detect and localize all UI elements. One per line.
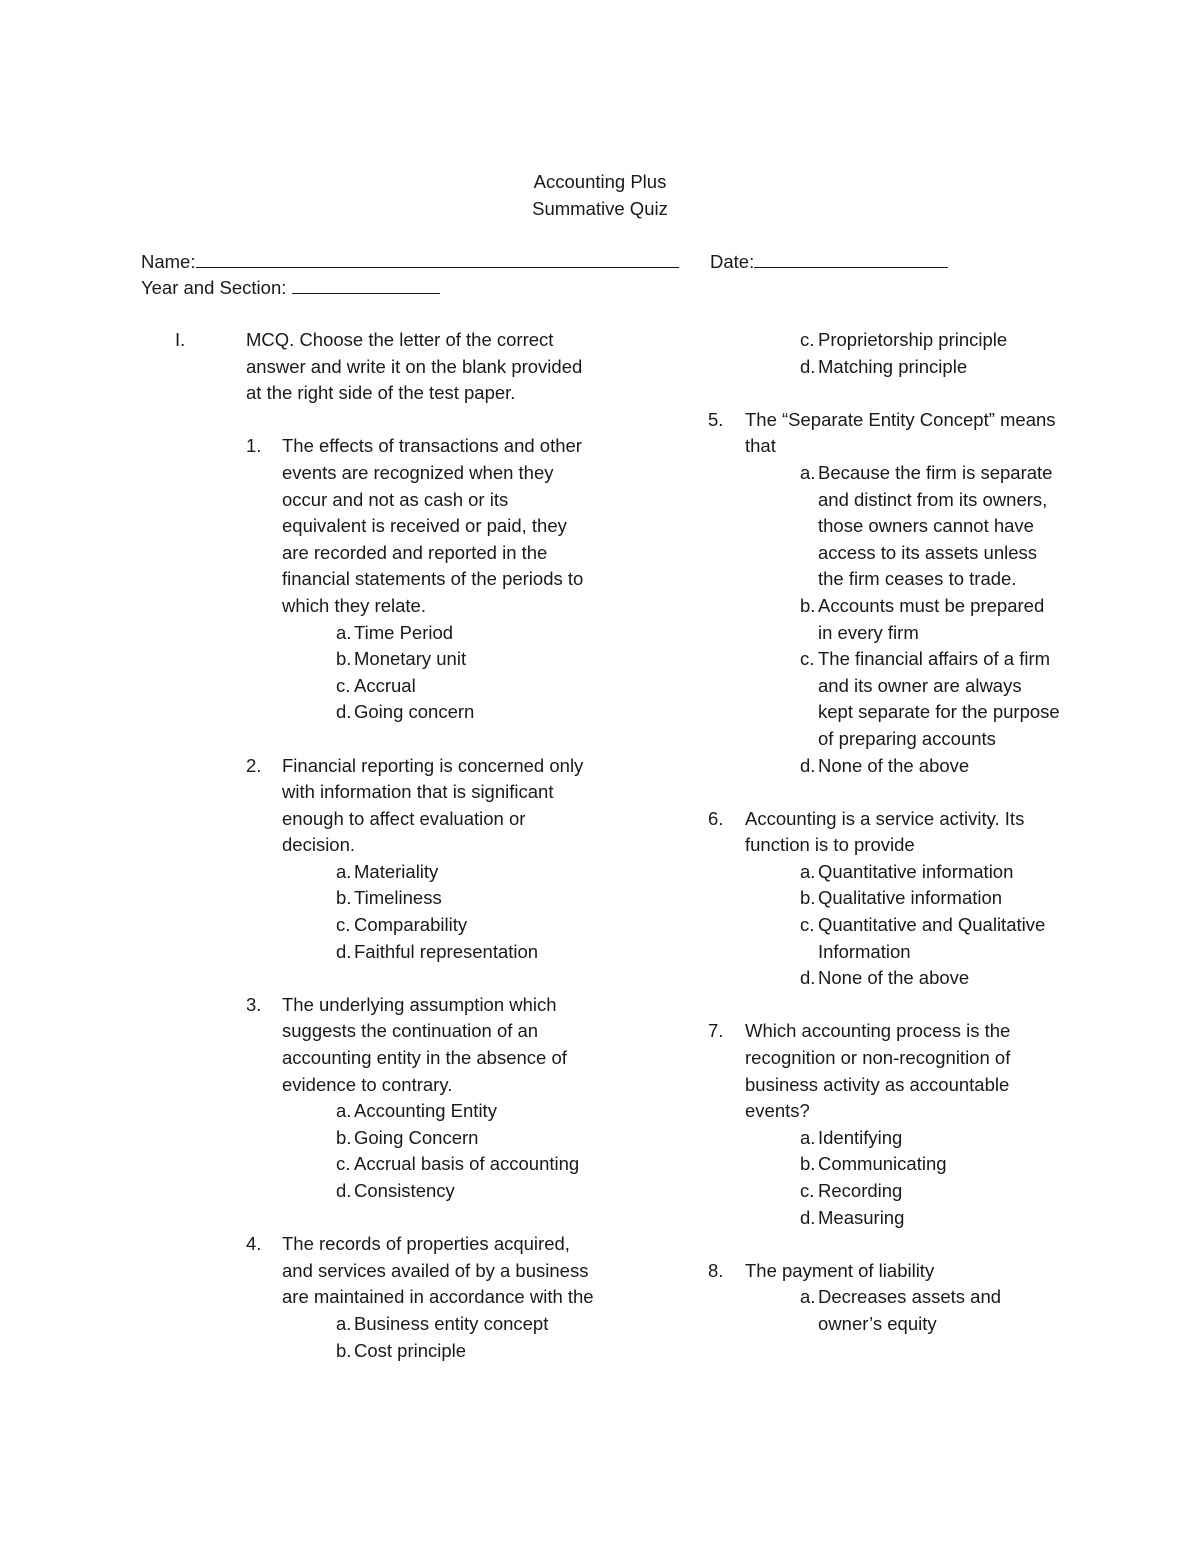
date-label: Date: bbox=[710, 251, 755, 272]
section-header bbox=[141, 327, 611, 407]
option-text: Proprietorship principle bbox=[818, 329, 1008, 350]
question-8 bbox=[700, 1258, 1080, 1338]
option-letter: d. bbox=[800, 967, 816, 989]
option-c bbox=[336, 673, 611, 700]
option-text: Time Period bbox=[354, 621, 454, 643]
option-text: Going concern bbox=[354, 701, 475, 723]
date-blank[interactable] bbox=[754, 249, 948, 268]
option-letter: b. bbox=[800, 1153, 816, 1175]
year-section-field[interactable] bbox=[141, 275, 440, 302]
option-c bbox=[800, 646, 1060, 752]
option-letter: d. bbox=[336, 701, 352, 723]
option-d bbox=[800, 753, 1060, 780]
document-title: Accounting Plus bbox=[533, 171, 667, 192]
option-text: Identifying bbox=[818, 1126, 903, 1148]
option-list bbox=[246, 1311, 611, 1364]
option-letter: b. bbox=[336, 887, 352, 909]
option-text: Timeliness bbox=[354, 887, 442, 909]
option-letter: a. bbox=[800, 1286, 816, 1308]
option-text: Cost principle bbox=[354, 1339, 467, 1361]
option-b bbox=[800, 593, 1060, 646]
option-letter: b. bbox=[336, 648, 352, 670]
question-3 bbox=[246, 992, 611, 1205]
option-letter: d. bbox=[336, 940, 352, 962]
option-letter: c. bbox=[800, 914, 815, 936]
option-text: Accounting Entity bbox=[354, 1100, 497, 1122]
option-list bbox=[246, 859, 611, 965]
option-letter: d. bbox=[336, 1180, 352, 1201]
title-block bbox=[0, 169, 1200, 222]
option-list bbox=[700, 859, 1080, 992]
option-d bbox=[336, 1178, 611, 1205]
option-text: Monetary unit bbox=[354, 648, 467, 670]
option-c bbox=[800, 1178, 1060, 1205]
question-stem: The “Separate Entity Concept” means that bbox=[745, 408, 1056, 457]
option-letter: b. bbox=[800, 887, 816, 909]
option-b bbox=[336, 1125, 611, 1152]
option-text: Consistency bbox=[354, 1180, 455, 1201]
option-d bbox=[336, 939, 611, 966]
question-number: 8. bbox=[708, 1259, 724, 1281]
option-text: The financial affairs of a firm and its owner are always kept separate for the purpose of preparing accounts bbox=[818, 648, 1060, 749]
option-letter: a. bbox=[336, 1312, 352, 1334]
option-list bbox=[700, 460, 1080, 779]
option-a bbox=[800, 859, 1060, 886]
option-text: Accrual bbox=[354, 674, 416, 696]
option-letter: c. bbox=[800, 648, 815, 670]
option-letter: c. bbox=[800, 329, 815, 350]
option-letter: a. bbox=[800, 461, 816, 483]
year-section-blank[interactable] bbox=[292, 275, 440, 294]
option-text: None of the above bbox=[818, 754, 970, 776]
option-a bbox=[800, 460, 1060, 593]
option-text: Accrual basis of accounting bbox=[354, 1153, 580, 1175]
option-text: Materiality bbox=[354, 860, 439, 882]
option-list bbox=[246, 620, 611, 726]
section-numeral: I. bbox=[175, 329, 186, 350]
question-number: 4. bbox=[246, 1233, 262, 1255]
option-letter: c. bbox=[800, 1180, 815, 1201]
option-d bbox=[800, 354, 1060, 381]
option-d bbox=[800, 965, 1060, 992]
question-stem: The records of properties acquired, and services availed of by a business are maintained in accordance with the bbox=[282, 1233, 594, 1308]
right-column bbox=[700, 327, 1080, 1338]
option-c bbox=[336, 1151, 611, 1178]
section-instructions: MCQ. Choose the letter of the correct answer and write it on the blank provided at the right side of the test paper. bbox=[246, 329, 583, 404]
option-d bbox=[336, 699, 611, 726]
option-list-continued bbox=[700, 327, 1080, 380]
option-list bbox=[246, 1098, 611, 1204]
option-letter: a. bbox=[800, 860, 816, 882]
option-letter: b. bbox=[336, 1126, 352, 1148]
date-field[interactable] bbox=[710, 249, 948, 276]
option-b bbox=[336, 885, 611, 912]
question-stem: The effects of transactions and other events are recognized when they occur and not as cash or its equivalent is received or paid, they are recorded and reported in the financial statements of the periods to which they relate. bbox=[282, 435, 584, 616]
option-letter: a. bbox=[336, 1100, 352, 1122]
option-a bbox=[336, 1098, 611, 1125]
question-number: 5. bbox=[708, 408, 724, 430]
question-number: 1. bbox=[246, 435, 262, 457]
option-a bbox=[336, 620, 611, 647]
option-text: Accounts must be prepared in every firm bbox=[818, 594, 1045, 643]
option-text: Communicating bbox=[818, 1153, 947, 1175]
option-b bbox=[800, 885, 1060, 912]
option-text: None of the above bbox=[818, 967, 970, 989]
option-letter: b. bbox=[336, 1339, 352, 1361]
option-c bbox=[336, 912, 611, 939]
option-letter: c. bbox=[336, 1153, 351, 1175]
question-number: 3. bbox=[246, 993, 262, 1015]
option-text: Going Concern bbox=[354, 1126, 479, 1148]
option-a bbox=[336, 859, 611, 886]
option-letter: c. bbox=[336, 674, 351, 696]
option-text: Decreases assets and owner’s equity bbox=[818, 1286, 1002, 1334]
question-stem: The payment of liability bbox=[745, 1259, 935, 1281]
option-text: Business entity concept bbox=[354, 1312, 549, 1334]
option-a bbox=[800, 1284, 1060, 1337]
option-letter: b. bbox=[800, 594, 816, 616]
year-section-label: Year and Section: bbox=[141, 277, 287, 298]
option-c bbox=[800, 327, 1060, 354]
option-a bbox=[336, 1311, 611, 1338]
option-text: Measuring bbox=[818, 1206, 905, 1228]
question-stem: Financial reporting is concerned only with information that is significant enough to affect evaluation or decision. bbox=[282, 754, 584, 856]
name-field[interactable] bbox=[141, 249, 679, 276]
name-label: Name: bbox=[141, 251, 196, 272]
option-a bbox=[800, 1125, 1060, 1152]
option-letter: d. bbox=[800, 754, 816, 776]
option-text: Quantitative and Qualitative Information bbox=[818, 914, 1046, 962]
question-stem: Accounting is a service activity. Its function is to provide bbox=[745, 807, 1025, 856]
option-letter: d. bbox=[800, 355, 816, 377]
option-letter: c. bbox=[336, 914, 351, 936]
option-letter: d. bbox=[800, 1206, 816, 1228]
question-stem: The underlying assumption which suggests the continuation of an accounting entity in the absence of evidence to contrary. bbox=[282, 993, 567, 1095]
question-number: 6. bbox=[708, 807, 724, 829]
question-2 bbox=[246, 753, 611, 966]
option-b bbox=[800, 1151, 1060, 1178]
question-4 bbox=[246, 1231, 611, 1364]
option-text: Matching principle bbox=[818, 355, 968, 377]
document-subtitle: Summative Quiz bbox=[532, 197, 668, 219]
question-5 bbox=[700, 407, 1080, 779]
question-number: 2. bbox=[246, 754, 262, 776]
option-text: Faithful representation bbox=[354, 940, 539, 962]
option-letter: a. bbox=[336, 621, 352, 643]
question-number: 7. bbox=[708, 1020, 724, 1042]
left-column bbox=[141, 327, 611, 1364]
option-d bbox=[800, 1205, 1060, 1232]
question-7 bbox=[700, 1018, 1080, 1231]
option-text: Comparability bbox=[354, 914, 468, 936]
option-list bbox=[700, 1284, 1080, 1337]
option-b bbox=[336, 646, 611, 673]
option-text: Quantitative information bbox=[818, 860, 1014, 882]
option-b bbox=[336, 1338, 611, 1365]
option-text: Qualitative information bbox=[818, 887, 1003, 909]
question-1 bbox=[246, 433, 611, 726]
name-blank[interactable] bbox=[196, 249, 679, 268]
option-letter: a. bbox=[336, 860, 352, 882]
question-6 bbox=[700, 806, 1080, 992]
question-stem: Which accounting process is the recognition or non-recognition of business activity as accountable events? bbox=[745, 1020, 1011, 1122]
option-text: Because the firm is separate and distinct from its owners, those owners cannot have access to its assets unless the firm ceases to trade. bbox=[818, 461, 1053, 590]
option-list bbox=[700, 1125, 1080, 1231]
option-c bbox=[800, 912, 1060, 965]
option-text: Recording bbox=[818, 1180, 903, 1201]
option-letter: a. bbox=[800, 1126, 816, 1148]
